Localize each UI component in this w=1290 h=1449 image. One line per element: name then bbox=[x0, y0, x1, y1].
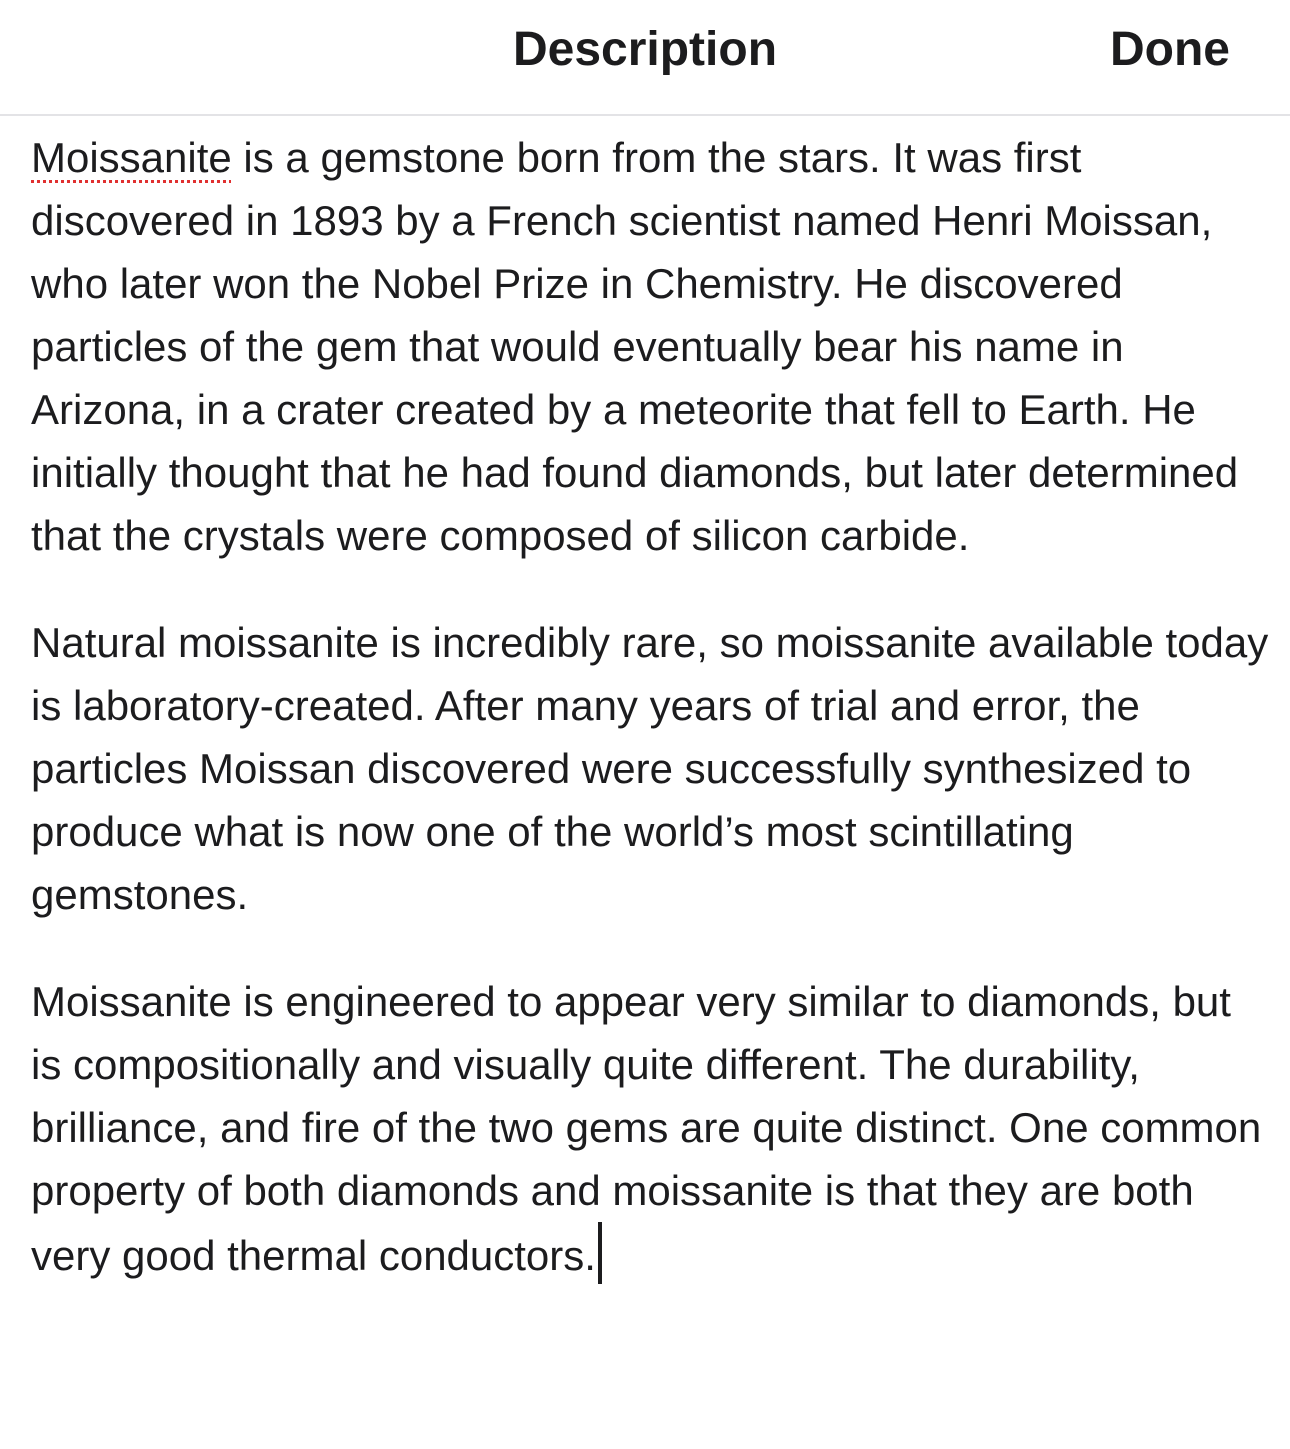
navigation-bar bbox=[0, 0, 1290, 116]
description-text-editor[interactable] bbox=[31, 126, 1271, 1287]
misspelled-word[interactable]: Moissanite bbox=[31, 134, 232, 181]
done-button[interactable]: Done bbox=[1110, 20, 1230, 80]
paragraph-2-text: Natural moissanite is incredibly rare, so moissanite available today is laboratory-created. After many years of trial and error, the particles Moissan discovered were successfully synthesized to produce what is now one of the world’s most scintillating gemstones. bbox=[31, 619, 1269, 918]
paragraph-3 bbox=[31, 970, 1271, 1287]
paragraph-2 bbox=[31, 611, 1271, 926]
page-title: Description bbox=[512, 23, 778, 76]
text-cursor bbox=[598, 1222, 602, 1284]
paragraph-1 bbox=[31, 126, 1271, 567]
paragraph-3-text: Moissanite is engineered to appear very similar to diamonds, but is compositionally and visually quite different. The durability, brilliance, and fire of the two gems are quite distinct. One common property of both diamonds and moissanite is that they are both very good thermal conductors. bbox=[31, 978, 1262, 1279]
paragraph-1-text: is a gemstone born from the stars. It was first discovered in 1893 by a French scientist named Henri Moissan, who later won the Nobel Prize in Chemistry. He discovered particles of the gem that would eventually bear his name in Arizona, in a crater created by a meteorite that fell to Earth. He initially thought that he had found diamonds, but later determined that the crystals were composed of silicon carbide. bbox=[31, 134, 1239, 559]
